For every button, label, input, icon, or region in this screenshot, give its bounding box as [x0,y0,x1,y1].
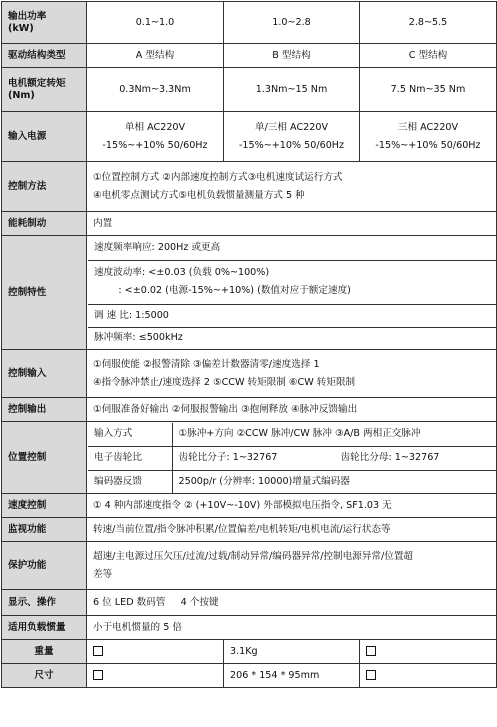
position-control-value [87,422,497,494]
speed-control-value: ① 4 种内部速度指令 ② (+10V~-10V) 外部模拟电压指令, SF1.03 无 [87,494,497,518]
size-b: 206 * 154 * 95mm [224,664,360,688]
row-load-inertia [2,616,497,640]
label-control-char: 控制特性 [2,236,87,350]
label-monitor: 监视功能 [2,518,87,542]
label-size: 尺寸 [2,664,87,688]
encoder-key: 编码器反馈 [88,470,172,493]
checkbox-icon [93,670,103,680]
weight-a [87,640,224,664]
size-c [360,664,497,688]
drive-c: C 型结构 [360,44,497,68]
input-mode-value: ①脉冲+方向 ②CCW 脉冲/CW 脉冲 ③A/B 两相正交脉冲 [172,423,497,446]
control-input-line1: ①伺服使能 ②报警清除 ③偏差计数器清零/速度选择 1 [93,356,490,374]
label-control-method: 控制方法 [2,162,87,212]
row-display [2,590,497,616]
torque-b: 1.3Nm~15 Nm [224,68,360,112]
gear-ratio-denominator: 齿轮比分母: 1~32767 [335,446,497,470]
checkbox-icon [93,646,103,656]
label-weight: 重量 [2,640,87,664]
row-energy [2,212,497,236]
row-control-output [2,398,497,422]
monitor-value: 转速/当前位置/指令脉冲积累/位置偏差/电机转矩/电机电流/运行状态等 [87,518,497,542]
input-power-a-line1: 单相 AC220V [93,119,217,137]
row-drive [2,44,497,68]
label-drive: 驱动结构类型 [2,44,87,68]
drive-a: A 型结构 [87,44,224,68]
row-monitor [2,518,497,542]
control-char-lines [88,237,497,349]
control-input-value [87,350,497,398]
protect-value [87,542,497,590]
label-control-output: 控制输出 [2,398,87,422]
row-input-power [2,112,497,162]
input-power-b [224,112,360,162]
position-control-grid [88,423,497,493]
protect-line2: 差等 [93,566,490,584]
control-output-value: ①伺服准备好输出 ②伺服报警输出 ③抱闸释放 ④脉冲反馈输出 [87,398,497,422]
input-power-a-line2: -15%~+10% 50/60Hz [93,137,217,155]
label-power: 输出功率 (kW) [2,2,87,44]
row-weight [2,640,497,664]
load-inertia-value: 小于电机惯量的 5 倍 [87,616,497,640]
checkbox-icon [366,670,376,680]
energy-value: 内置 [87,212,497,236]
control-input-line2: ④指令脉冲禁止/速度选择 2 ⑤CCW 转矩限制 ⑥CW 转矩限制 [93,374,490,392]
input-mode-key: 输入方式 [88,423,172,446]
torque-a: 0.3Nm~3.3Nm [87,68,224,112]
gear-ratio-key: 电子齿轮比 [88,446,172,470]
power-a: 0.1~1.0 [87,2,224,44]
label-energy: 能耗制动 [2,212,87,236]
gear-ratio-numerator: 齿轮比分子: 1~32767 [172,446,335,470]
control-method-line2: ④电机零点测试方式⑤电机负载惯量测量方式 5 种 [93,187,490,205]
power-c: 2.8~5.5 [360,2,497,44]
control-char-line2: 速度波动率: <±0.03 (负载 0%~100%) [94,267,269,278]
row-control-char [2,236,497,350]
input-power-b-line1: 单/三相 AC220V [230,119,353,137]
size-a [87,664,224,688]
label-load-inertia: 适用负载惯量 [2,616,87,640]
row-position-control [2,422,497,494]
row-control-method [2,162,497,212]
control-method-line1: ①位置控制方式 ②内部速度控制方式③电机速度试运行方式 [93,169,490,187]
control-char-line2-3 [88,260,497,304]
row-size [2,664,497,688]
label-input-power: 输入电源 [2,112,87,162]
input-power-c [360,112,497,162]
row-torque [2,68,497,112]
weight-b: 3.1Kg [224,640,360,664]
spec-table [1,1,497,688]
label-display: 显示、操作 [2,590,87,616]
row-speed-control [2,494,497,518]
input-power-c-line2: -15%~+10% 50/60Hz [366,137,490,155]
torque-c: 7.5 Nm~35 Nm [360,68,497,112]
control-char-line4: 调 速 比: 1:5000 [88,304,497,327]
control-char-line5: 脉冲频率: ≤500kHz [88,327,497,349]
control-char-line1: 速度频率响应: 200Hz 或更高 [88,237,497,260]
label-speed-control: 速度控制 [2,494,87,518]
input-power-b-line2: -15%~+10% 50/60Hz [230,137,353,155]
control-char-value [87,236,497,350]
label-torque: 电机额定转矩 (Nm) [2,68,87,112]
row-protect [2,542,497,590]
protect-line1: 超速/主电源过压欠压/过流/过载/制动异常/编码器异常/控制电源异常/位置超 [93,548,490,566]
display-value: 6 位 LED 数码管 4 个按键 [87,590,497,616]
control-char-line3: : <±0.02 (电源-15%~+10%) (数值对应于额定速度) [94,285,351,296]
encoder-value: 2500p/r (分辨率: 10000)增量式编码器 [172,470,497,493]
row-control-input [2,350,497,398]
weight-c [360,640,497,664]
label-control-input: 控制输入 [2,350,87,398]
input-power-a [87,112,224,162]
label-protect: 保护功能 [2,542,87,590]
row-power [2,2,497,44]
input-power-c-line1: 三相 AC220V [366,119,490,137]
drive-b: B 型结构 [224,44,360,68]
checkbox-icon [366,646,376,656]
control-method-value [87,162,497,212]
label-position-control: 位置控制 [2,422,87,494]
power-b: 1.0~2.8 [224,2,360,44]
